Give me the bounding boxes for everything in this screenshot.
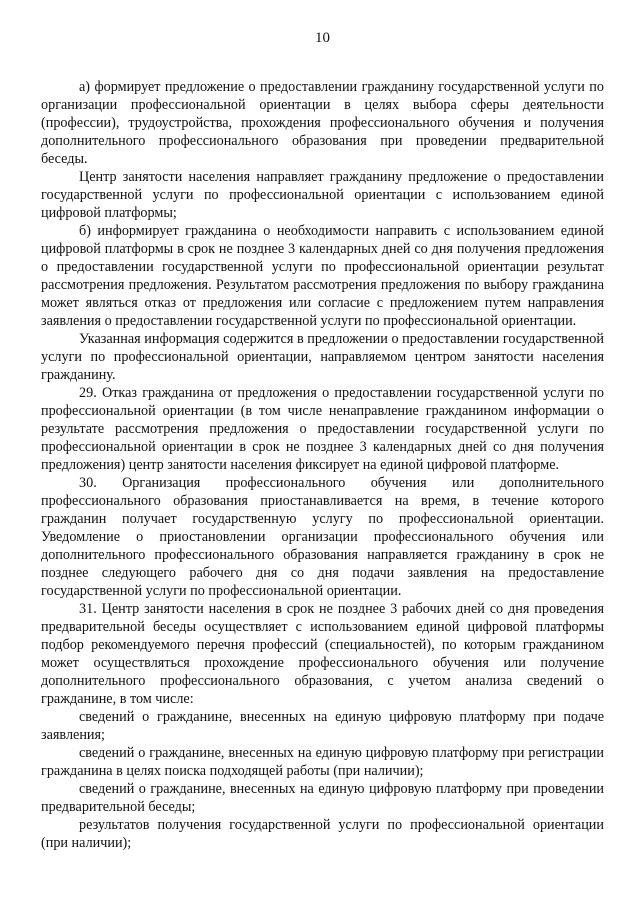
list-item-career-guidance-results: результатов получения государственной услуги по профессиональной ориентации (при наличии); [41,817,604,851]
list-item-preliminary-interview-info: сведений о гражданине, внесенных на единую цифровую платформу при проведении предварительной беседы; [41,781,604,815]
paragraph-info-contained: Указанная информация содержится в предложении о предоставлении государственной услуги по профессиональной ориентации, направляемом центром занятости населения гражданину. [41,331,604,383]
paragraph-center-sends-offer: Центр занятости населения направляет гражданину предложение о предоставлении государственной услуги по профессиональной ориентации с использованием единой цифровой платформы; [41,169,604,221]
paragraph-a: а) формирует предложение о предоставлении гражданину государственной услуги по организации профессиональной ориентации в целях выбора сферы деятельности (профессии), трудоустройства, прохождения профессионального обучения и получения дополнительного профессионального образования при проведении предварительной беседы. [41,79,604,167]
list-item-registration-info: сведений о гражданине, внесенных на единую цифровую платформу при регистрации гражданина в целях поиска подходящей работы (при наличии); [41,745,604,779]
paragraph-30: 30. Организация профессионального обучения или дополнительного профессионального образования приостанавливается на время, в течение которого гражданин получает государственную услугу по профессиональной ориентации. Уведомление о приостановлении организации профессионального обучения или дополнительного профессионального образования направляется гражданину в срок не позднее следующего рабочего дня со дня подачи заявления на предоставление государственной услуги по профессиональной ориентации. [41,475,604,599]
paragraph-31: 31. Центр занятости населения в срок не позднее 3 рабочих дней со дня проведения предварительной беседы осуществляет с использованием единой цифровой платформы подбор рекомендуемого перечня профессий (специальностей), по которым гражданином может осуществляться прохождение профессионального обучения или получение дополнительного профессионального образования, с учетом анализа сведений о гражданине, в том числе: [41,601,604,707]
paragraph-29: 29. Отказ гражданина от предложения о предоставлении государственной услуги по профессиональной ориентации (в том числе ненаправление гражданином информации о результате рассмотрения предложения о предоставлении государственной услуги по профессиональной ориентации в срок не позднее 3 календарных дней со дня получения предложения) центр занятости населения фиксирует на единой цифровой платформе. [41,385,604,473]
page-number: 10 [315,30,330,46]
document-body [41,78,604,852]
list-item-application-info: сведений о гражданине, внесенных на единую цифровую платформу при подаче заявления; [41,709,604,743]
paragraph-b: б) информирует гражданина о необходимости направить с использованием единой цифровой платформы в срок не позднее 3 календарных дней со дня получения предложения о предоставлении государственной услуги по профессиональной ориентации результат рассмотрения предложения. Результатом рассмотрения предложения по выбору гражданина может являться отказ от предложения или согласие с предложением путем направления заявления о предоставлении государственной услуги по профессиональной ориентации. [41,223,604,329]
